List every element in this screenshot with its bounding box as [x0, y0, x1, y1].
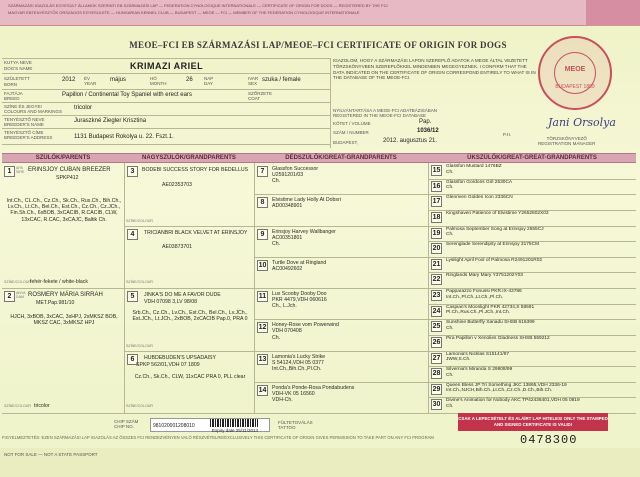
great-grandparent-reg: AC00351801 — [272, 234, 303, 241]
great-grandparent-titles: Ch., L.Jch. — [272, 303, 297, 310]
chip-label: CHIP SZÁM CHIP NO. — [114, 419, 139, 429]
great-grandparent-reg: AC00492602 — [272, 265, 303, 272]
great-grandparent-titles: VDH-Ch. — [272, 397, 293, 404]
great-grandparent-entry — [272, 229, 424, 248]
tattoo-label: FÜLTETOVÁLÁS TATTOO — [278, 420, 313, 430]
bottom-note: NOT FOR SALE — NOT A STATE PASSPORT — [4, 452, 98, 457]
pedigree-number: 29 — [432, 385, 441, 393]
great-great-grandparent-entry — [446, 242, 634, 248]
grandparent-5-reg: VDH 07098 3,LV 98/08 — [144, 299, 197, 305]
year-label: ÉV YEAR — [84, 76, 97, 86]
grandparent-3-colour-label: SZÍNE/COLOUR — [126, 219, 153, 223]
great-great-grandparent-reg: Ch. — [446, 372, 454, 378]
dam-colour: tricolor — [34, 403, 50, 409]
divider — [2, 288, 254, 289]
great-grandparent-entry — [272, 385, 424, 404]
great-grandparent-name: Elvistime Lady Holly At Dobsri — [272, 197, 341, 204]
great-grandparent-reg: AD00348901 — [272, 203, 303, 210]
dog-sex: szuka / female — [262, 77, 301, 83]
birth-month: május — [110, 77, 127, 83]
great-grandparent-name: Lamonia's Lucky Strike — [272, 353, 326, 360]
pedigree-number: 19 — [432, 229, 441, 237]
pedigree-number: 9 — [257, 229, 268, 240]
sire-colour: fehér-fekete / white-black — [30, 279, 88, 285]
warning-text: FIGYELMEZTETÉS: EZEN SZÁRMAZÁSI LAP IGAZOLÁS AZ ÖSSZES FCI RENDEZVÉNYEN VALÓ RÉSZVÉTELRE/EXCLUSIVELY THIS CERTIFICATE OF ORIGIN GIVES PERMISSION TO TAKE PART ON ANY FCI PROGRAM — [2, 435, 434, 440]
great-great-grandparent-name: Sunshine Butterfly Xanadu SHSB 616399 — [446, 320, 535, 326]
great-grandparent-entry — [272, 322, 424, 341]
breeder-address: 1131 Budapest Rokolya u. 22. Fszt.1. — [74, 134, 174, 140]
divider — [2, 115, 330, 116]
divider — [2, 128, 330, 129]
great-great-grandparent-entry — [446, 211, 634, 217]
studbook-label: NYILVÁNTARTÁSA A MEOE-FCI ADATBÁZISÁBAN REGISTERED IN THE MEOE-FCI DATABASE — [333, 108, 437, 118]
great-great-grandparent-reg: Ch. — [446, 403, 454, 409]
great-great-grandparent-entry — [446, 258, 634, 264]
grandparent-5-name: JINKA'S DO ME A FAVOR DUDE — [144, 292, 221, 298]
great-great-grandparent-name: Lamonia's Nicklas S15141/97 — [446, 351, 510, 357]
pedigree-number: 18 — [432, 213, 441, 221]
dog-name-label-en: DOG'S NAME — [4, 66, 33, 71]
grandparent-4-reg: AE03873701 — [162, 244, 193, 250]
great-grandparent-reg: U2591201/03 — [272, 172, 304, 179]
breeder-label: TENYÉSZTŐ NEVE BREEDER'S NAME — [4, 117, 45, 127]
divider — [254, 194, 428, 195]
born-label-en: BORN — [4, 82, 18, 87]
pedigree-number: 2 — [4, 291, 15, 302]
sire-reg: SPKP412 — [56, 175, 79, 181]
great-grandparent-reg: S 54124,VDH 05 0377 — [272, 359, 324, 366]
great-grandparent-entry — [272, 260, 424, 272]
great-great-grandparent-reg: Int.Ch.,NJCH,Bih.Ch.,Lt.Ch.,Cz.Ch.,D.Ch.,Bih.Ch. — [446, 388, 553, 394]
divider — [330, 58, 331, 148]
pedigree-number: 17 — [432, 198, 441, 206]
grandparent-5-titles: Srb.Ch., Cz.Ch., Lv.Ch., Est.Ch., Bel.Ch., Lv.JCh., Est.JCh., Lt.JCh., 2xBOB, 2xCACIB Pap.0, PRA 0 — [132, 310, 248, 323]
grandparent-6-titles: Cz.Ch., Sk.Ch., CLW, 11xCAC PRA 0, PLL clear — [134, 374, 246, 380]
pedigree-number: 21 — [432, 260, 441, 268]
registrar-signature: Jani Orsolya — [548, 116, 616, 129]
stamp-text: MEOE — [564, 66, 586, 73]
pedigree-number: 27 — [432, 354, 441, 362]
great-grandparent-entry — [272, 197, 424, 209]
great-great-grandparent-reg: Ch. — [446, 169, 454, 175]
great-grandparent-name: Turtle Dove at Ringland — [272, 259, 327, 266]
pedigree-number: 13 — [258, 355, 267, 363]
address-label: TENYÉSZTŐ CÍME BREEDER'S ADDRESS — [4, 130, 53, 140]
great-great-grandparent-reg: JWW,S.Ch. — [446, 357, 471, 363]
column-header-grandparents: NAGYSZÜLŐK/GRANDPARENTS — [124, 153, 254, 163]
pedigree-number: 15 — [432, 167, 441, 174]
grandparent-6-name: HUBDEBUDEN'S UPSADAISY — [144, 355, 216, 361]
pedigree-number: 10 — [258, 261, 267, 269]
great-great-grandparent-entry — [446, 320, 634, 331]
great-great-grandparent-name: Ringlands Mary Mary Y3751202Y03 — [446, 273, 523, 279]
great-great-grandparent-entry — [446, 227, 634, 238]
great-great-grandparent-reg: Ch. — [446, 185, 454, 191]
great-great-grandparent-entry — [446, 195, 634, 201]
grandparent-4-name: TRICIANBRI BLACK VELVET AT ERINSJOY — [144, 230, 248, 236]
grandparent-6-reg: SPKP 562/01,VDH 07 1809 — [136, 362, 200, 368]
registrar-label: TÖRZSKÖNYVEZŐ REGISTRATION MANAGER — [538, 136, 596, 146]
birth-year: 2012 — [62, 77, 76, 83]
great-great-grandparent-name: Divine's Animation for Nobody AKC TP42436401,VDH 05 0819 — [446, 398, 580, 404]
dog-name-label: KUTYA NEVE — [4, 60, 32, 65]
sire-colour-label: SZÍNE/COLOUR — [4, 280, 31, 284]
great-great-grandparent-name: Silvernia's Miranda S 29808/99 — [446, 367, 513, 373]
great-great-grandparent-name: Palmosa September Song at Erinsjoy 2555CJ — [446, 226, 544, 232]
great-great-grandparent-name: Lysilight April Fool of Palmosa R2491201R02 — [446, 257, 543, 263]
great-great-grandparent-entry — [446, 273, 634, 279]
divider — [2, 102, 330, 103]
great-great-grandparent-entry — [446, 305, 634, 316]
chip-barcode — [210, 419, 258, 427]
divider — [254, 351, 428, 352]
corner-ribbon — [586, 0, 640, 26]
validity-notice: CSAK A LEPECSÉTELT ÉS ALÁÍRT LAP HITELES! ONLY THE STAMPED AND SIGNED CERTIFICATE IS VALID! — [458, 413, 608, 431]
place-label: BUDAPEST, — [333, 140, 359, 145]
official-stamp — [538, 36, 612, 110]
pedigree-number: 25 — [432, 323, 441, 331]
dam-label: ANYA DAM — [16, 291, 26, 299]
great-great-grandparent-reg: Ch. — [446, 325, 454, 331]
pedigree-number: 26 — [432, 338, 441, 346]
breeder-name: Juraszkné Ziegler Krisztina — [74, 118, 147, 124]
pedigree-number: 22 — [432, 276, 441, 284]
dam-colour-label: SZÍNE/COLOUR — [4, 404, 31, 408]
divider — [254, 226, 428, 227]
great-grandparent-name: Honey-Rose vom Powerwind — [272, 322, 339, 329]
month-label: HÓ MONTH — [150, 76, 167, 86]
great-grandparent-entry — [272, 291, 424, 310]
certification-text: IGAZOLOM, HOGY A SZÁRMAZÁSI LAPON SZEREPLŐ ADATOK A MEOE ÁLTAL VEZETETT TÖRZSKÖNYVBEN SZEREPLŐKKEL MINDENBEN MEGEGYEZNEK. I CONFIRM THAT THE DATA INDICATED ON THE CERTIFICATE OF ORIGIN CORRESPOND ENTIRELY TO WHAT IS IN THE DATABASE OF THE MEOE-FCI. — [333, 58, 536, 81]
great-great-grandparent-entry — [446, 367, 634, 378]
chip-expiry: Expiry date 25/11/2014 — [212, 428, 258, 433]
column-header-great-grandparents: DÉDSZÜLŐK/GREAT-GRANDPARENTS — [254, 153, 428, 163]
great-grandparent-name: Glassfon Successor — [272, 166, 319, 172]
birth-day: 26 — [186, 77, 193, 83]
chip-number: 981020001208010 — [153, 423, 195, 429]
great-grandparent-name: Ponda's Ponde-Rosa Pondabudens — [272, 384, 355, 391]
pedigree-number: 24 — [432, 307, 441, 315]
pedigree-number: 1 — [4, 166, 15, 177]
pedigree-number: 14 — [258, 386, 267, 394]
great-great-grandparent-reg: Pl.Ch.,Rus.Ch.,Pl.JCh.,Int.Ch. — [446, 310, 510, 316]
great-grandparent-reg: PKR 4479,VDH 060616 — [272, 297, 327, 304]
top-band — [0, 0, 640, 26]
great-great-grandparent-entry — [446, 352, 634, 363]
reg-number-label: SZÁM / NUMBER — [333, 130, 369, 135]
great-great-grandparent-reg: Ch. — [446, 232, 454, 238]
pedigree-number: 3 — [127, 166, 138, 177]
born-label: SZÜLETETT — [4, 76, 30, 81]
great-great-grandparent-name: Queen Bless JP Tri Something JKC 13865,VDH 2336-19 — [446, 382, 567, 388]
grandparent-5-colour-label: SZÍNE/COLOUR — [126, 344, 153, 348]
band-line-1: SZÁRMAZÁSI IGAZOLÁS EGYESÜLT ÁLLAMOK SZERINTI EB SZÁRMAZÁSI LAP — FEDERATION CYNOLOGIQUE INTERNATIONALE — CERTIFICATE OF ORIGIN FOR DOGS — REGISTERED BY THE FCI — [8, 3, 388, 8]
pedigree-number: 20 — [432, 245, 441, 253]
great-grandparent-titles: Ch. — [272, 178, 281, 185]
grandparent-6-colour-label: SZÍNE/COLOUR — [126, 404, 153, 408]
pedigree-number: 12 — [258, 324, 267, 332]
great-great-grandparent-entry — [446, 336, 634, 342]
great-great-grandparent-entry — [446, 289, 634, 300]
pedigree-number: 7 — [257, 166, 268, 177]
coat-label: SZŐRZETE COAT — [248, 91, 273, 101]
great-great-grandparent-name: Kingshaven Patience of Elvistime Y2652802X03 — [446, 210, 549, 216]
sire-name: ERINSJOY CUBAN BREEZER — [28, 167, 111, 173]
stamp-subtext: BUDAPEST 1899 — [555, 84, 595, 90]
great-great-grandparent-name: Pira Papillon v Xenolies Gladness SHSB 559212 — [446, 335, 550, 341]
band-line-2: MAGYAR EBTENYÉSZTŐK ORSZÁGOS EGYESÜLETE — HUNGARIAN KENNEL CLUB — BUDAPEST — MEOE — FCI — MEMBER OF THE FEDERATION CYNOLOGIQUE INTERNATIONALE — [8, 10, 360, 15]
divider — [254, 319, 428, 320]
great-grandparent-reg: VDH-VK 05 16560 — [272, 390, 315, 397]
sex-label: IVAR SEX — [248, 76, 259, 86]
great-grandparent-reg: VDH 070408 — [272, 328, 302, 335]
divider — [254, 257, 428, 258]
great-great-grandparent-reg: Int.Ch.,Pl.Ch.,Lt.Ch.,Pl.Ch. — [446, 294, 504, 300]
divider — [124, 226, 254, 227]
dog-breed: Papillon / Continental Toy Spaniel with erect ears — [62, 92, 192, 98]
day-label: NAP DAY — [204, 76, 214, 86]
grandparent-3-reg: AE02353703 — [162, 182, 193, 188]
great-grandparent-name: Lux Scooby Dooby Doo — [272, 291, 327, 297]
divider — [254, 288, 428, 289]
great-grandparent-entry — [272, 354, 424, 373]
great-great-grandparent-name: Glassfon Mustard 1476BZ — [446, 164, 502, 169]
column-header-great-great-grandparents: ÜKSZÜLŐK/GREAT-GREAT-GRANDPARENTS — [428, 153, 636, 163]
serial-number: 0478300 — [520, 433, 578, 447]
great-great-grandparent-entry — [446, 398, 634, 409]
sire-titles: Int.Ch., CL.Ch., Cz.Ch., Sk.Ch., Rus.Ch., Bih.Ch., Lv.Ch., Lt.Ch., Bel.Ch., Est.Ch., Cz.Ch., Cz.JCh., Fin.Sh.Ch., 6xBOB, 3xCACIB, R.CACIB, CLW, 13xCAC, R.CAC, 3xCAJC, Baltik Ch. — [6, 198, 122, 223]
divider — [2, 58, 330, 59]
dam-reg: MET.Pap.981/10 — [36, 300, 75, 306]
grandparent-3-name: BODEBI SUCCESS STORY FOR BEDELLUS — [142, 167, 249, 173]
issue-date: 2012. augusztus 21. — [383, 138, 438, 144]
pedigree-number: 11 — [258, 293, 267, 300]
great-grandparent-titles: Ch. — [272, 240, 281, 247]
divider — [2, 89, 330, 90]
great-great-grandparent-name: Papparazzo Fonussi PKR.IX-43786 — [446, 289, 522, 294]
dam-name: ROSMERY MÁRIA SIRRAH — [28, 292, 103, 298]
column-header-parents: SZÜLŐK/PARENTS — [2, 153, 124, 163]
great-great-grandparent-name: Glassfon Gordons Girl 2530CA — [446, 179, 513, 185]
great-grandparent-titles: Ch. — [272, 334, 281, 341]
document-title: MEOE–FCI EB SZÁRMAZÁSI LAP/MEOE–FCI CERTIFICATE OF ORIGIN FOR DOGS — [129, 40, 507, 50]
great-great-grandparent-entry — [446, 180, 634, 191]
pedigree-number: 6 — [127, 354, 138, 365]
seal-label: P.H. — [503, 132, 512, 137]
great-grandparent-titles: Int.Ch.,Bih.Ch.,Pl.Ch. — [272, 365, 322, 372]
breed-label: FAJTÁJA BREED — [4, 91, 23, 101]
dog-colour: tricolor — [74, 105, 93, 111]
bottom-bar — [0, 448, 640, 477]
reg-number: 1036/12 — [417, 128, 439, 134]
great-great-grandparent-name: Glenriven Golden Icon 2336CN — [446, 195, 513, 201]
pedigree-number: 5 — [127, 291, 138, 302]
pedigree-number: 16 — [432, 182, 441, 190]
dam-titles: HJCH, 3xBOB, 3xCAC, 3xHPJ, 2xMKSZ BOB, MKSZ CAC, 3xMKSZ HPJ — [10, 314, 118, 327]
pedigree-number: 28 — [432, 370, 441, 378]
divider — [124, 351, 254, 352]
great-great-grandparent-entry — [446, 383, 634, 394]
pedigree-number: 23 — [432, 292, 441, 299]
divider — [2, 144, 330, 145]
divider — [254, 382, 428, 383]
volume-label: KÖTET / VOLUME — [333, 121, 371, 126]
great-great-grandparent-name: Caspian's Moonlight PKR 42734,S 58591 — [446, 304, 535, 310]
great-great-grandparent-name: Serenglade Serendipity at Erinsjoy 3175CM — [446, 242, 540, 248]
great-great-grandparent-entry — [446, 164, 634, 175]
pedigree-number: 30 — [432, 401, 441, 409]
great-grandparent-name: Erinsjoy Harvey Wallbanger — [272, 228, 336, 235]
volume-value: Pap. — [419, 119, 432, 125]
dog-name: KRIMAZI ARIEL — [130, 61, 204, 71]
sire-label: APA SIRE — [16, 166, 25, 174]
colour-label: SZÍNE ÉS JEGYEI COLOURS AND MARKINGS — [4, 104, 63, 114]
divider — [2, 73, 330, 74]
pedigree-number: 8 — [257, 197, 268, 208]
grandparent-4-colour-label: SZÍNE/COLOUR — [126, 280, 153, 284]
pedigree-number: 4 — [127, 229, 138, 240]
great-grandparent-entry — [272, 166, 424, 185]
